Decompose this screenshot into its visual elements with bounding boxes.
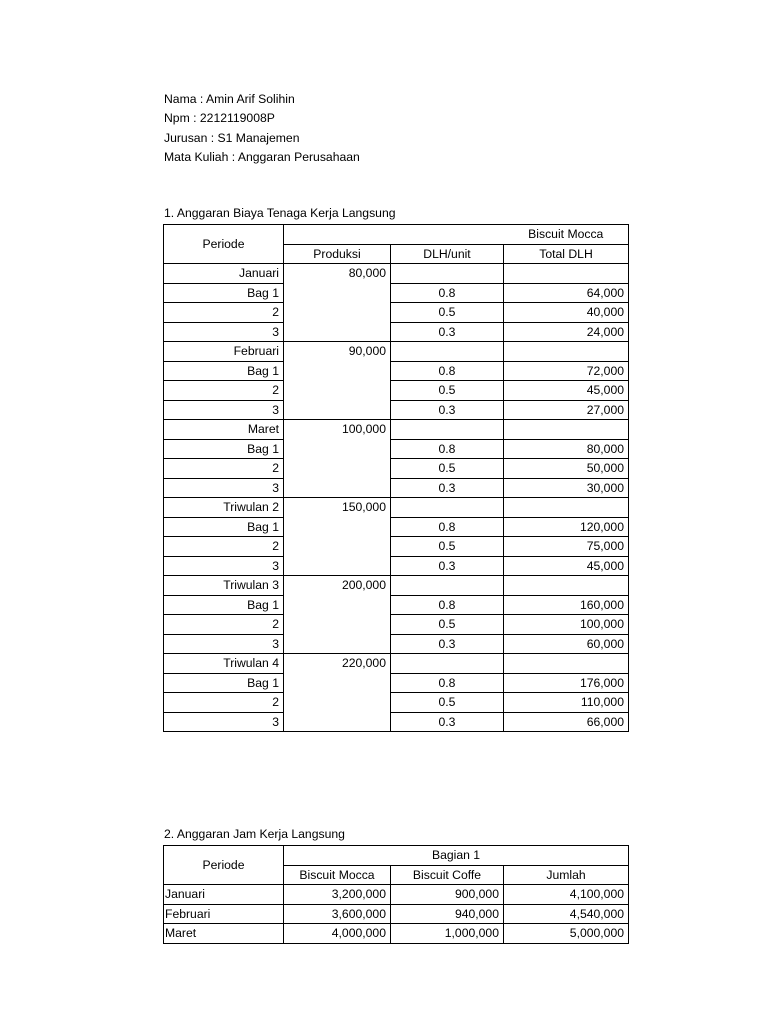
bag-cell: 3 xyxy=(164,478,284,498)
produksi-blank xyxy=(284,361,391,381)
total-cell: 66,000 xyxy=(504,712,629,732)
mocca-cell: 4,000,000 xyxy=(284,924,391,944)
mocca-cell: 3,600,000 xyxy=(284,904,391,924)
total-cell: 45,000 xyxy=(504,381,629,401)
total-cell: 72,000 xyxy=(504,361,629,381)
produksi-blank xyxy=(284,673,391,693)
produksi-blank xyxy=(284,693,391,713)
table-row xyxy=(164,576,629,596)
group-header-bagian: Bagian 1 xyxy=(284,846,629,866)
dlh-cell: 0.3 xyxy=(391,712,504,732)
total-cell: 110,000 xyxy=(504,693,629,713)
table-row xyxy=(164,283,629,303)
produksi-cell: 80,000 xyxy=(284,264,391,284)
produksi-blank xyxy=(284,283,391,303)
produksi-blank xyxy=(284,537,391,557)
table-row xyxy=(164,634,629,654)
header-blank xyxy=(391,225,504,245)
labor-hours-table xyxy=(163,845,629,944)
table-row xyxy=(164,459,629,479)
produksi-blank xyxy=(284,615,391,635)
dlh-cell: 0.5 xyxy=(391,693,504,713)
dlh-cell xyxy=(391,654,504,674)
periode-cell: Triwulan 2 xyxy=(164,498,284,518)
produksi-blank xyxy=(284,634,391,654)
bag-cell: Bag 1 xyxy=(164,439,284,459)
produksi-blank xyxy=(284,595,391,615)
bag-cell: 2 xyxy=(164,615,284,635)
dlh-cell: 0.3 xyxy=(391,400,504,420)
table-row xyxy=(164,673,629,693)
col-header-periode: Periode xyxy=(164,846,284,885)
total-cell: 40,000 xyxy=(504,303,629,323)
total-cell xyxy=(504,576,629,596)
dlh-cell: 0.3 xyxy=(391,556,504,576)
total-cell: 27,000 xyxy=(504,400,629,420)
table-row xyxy=(164,478,629,498)
student-info xyxy=(164,90,360,167)
produksi-blank xyxy=(284,439,391,459)
table-row xyxy=(164,264,629,284)
dlh-cell: 0.3 xyxy=(391,322,504,342)
dlh-cell: 0.5 xyxy=(391,537,504,557)
bag-cell: Bag 1 xyxy=(164,361,284,381)
periode-cell: Maret xyxy=(164,924,284,944)
total-cell: 64,000 xyxy=(504,283,629,303)
periode-cell: Maret xyxy=(164,420,284,440)
student-major: Jurusan : S1 Manajemen xyxy=(164,130,300,145)
produksi-blank xyxy=(284,517,391,537)
col-header-coffe: Biscuit Coffe xyxy=(391,865,504,885)
total-cell xyxy=(504,498,629,518)
periode-cell: Februari xyxy=(164,904,284,924)
bag-cell: 3 xyxy=(164,712,284,732)
dlh-cell: 0.8 xyxy=(391,673,504,693)
table-row xyxy=(164,885,629,905)
total-cell: 45,000 xyxy=(504,556,629,576)
total-cell: 80,000 xyxy=(504,439,629,459)
periode-cell: Triwulan 4 xyxy=(164,654,284,674)
total-cell: 24,000 xyxy=(504,322,629,342)
produksi-blank xyxy=(284,556,391,576)
bag-cell: 2 xyxy=(164,381,284,401)
produksi-cell: 100,000 xyxy=(284,420,391,440)
table-row xyxy=(164,712,629,732)
bag-cell: Bag 1 xyxy=(164,283,284,303)
jumlah-cell: 4,540,000 xyxy=(504,904,629,924)
table-row xyxy=(164,498,629,518)
dlh-cell xyxy=(391,342,504,362)
student-npm: Npm : 2212119008P xyxy=(164,111,275,126)
table-row xyxy=(164,342,629,362)
periode-cell: Januari xyxy=(164,264,284,284)
coffe-cell: 1,000,000 xyxy=(391,924,504,944)
dlh-cell: 0.8 xyxy=(391,595,504,615)
bag-cell: 3 xyxy=(164,556,284,576)
bag-cell: Bag 1 xyxy=(164,517,284,537)
table-row xyxy=(164,904,629,924)
table-row xyxy=(164,303,629,323)
total-cell xyxy=(504,654,629,674)
produksi-blank xyxy=(284,322,391,342)
total-cell: 30,000 xyxy=(504,478,629,498)
dlh-cell: 0.8 xyxy=(391,283,504,303)
total-cell xyxy=(504,342,629,362)
bag-cell: 2 xyxy=(164,303,284,323)
periode-cell: Triwulan 3 xyxy=(164,576,284,596)
total-cell xyxy=(504,264,629,284)
total-cell: 120,000 xyxy=(504,517,629,537)
produksi-cell: 150,000 xyxy=(284,498,391,518)
dlh-cell: 0.8 xyxy=(391,361,504,381)
coffe-cell: 940,000 xyxy=(391,904,504,924)
dlh-cell xyxy=(391,420,504,440)
jumlah-cell: 5,000,000 xyxy=(504,924,629,944)
dlh-cell: 0.5 xyxy=(391,615,504,635)
col-header-mocca: Biscuit Mocca xyxy=(284,865,391,885)
dlh-cell xyxy=(391,264,504,284)
bag-cell: Bag 1 xyxy=(164,673,284,693)
col-header-total-dlh: Total DLH xyxy=(504,244,629,264)
col-header-dlh-unit: DLH/unit xyxy=(391,244,504,264)
total-cell xyxy=(504,420,629,440)
dlh-cell xyxy=(391,576,504,596)
table-row xyxy=(164,420,629,440)
table-row xyxy=(164,693,629,713)
table-row xyxy=(164,595,629,615)
dlh-cell: 0.8 xyxy=(391,439,504,459)
header-blank xyxy=(284,225,391,245)
jumlah-cell: 4,100,000 xyxy=(504,885,629,905)
section2-title: 2. Anggaran Jam Kerja Langsung xyxy=(164,827,345,841)
produksi-cell: 200,000 xyxy=(284,576,391,596)
dlh-cell: 0.5 xyxy=(391,303,504,323)
periode-cell: Januari xyxy=(164,885,284,905)
total-cell: 160,000 xyxy=(504,595,629,615)
dlh-cell: 0.3 xyxy=(391,478,504,498)
bag-cell: 3 xyxy=(164,400,284,420)
table-row xyxy=(164,615,629,635)
col-header-jumlah: Jumlah xyxy=(504,865,629,885)
total-cell: 60,000 xyxy=(504,634,629,654)
bag-cell: 2 xyxy=(164,537,284,557)
table-row xyxy=(164,322,629,342)
periode-cell: Februari xyxy=(164,342,284,362)
bag-cell: Bag 1 xyxy=(164,595,284,615)
produksi-blank xyxy=(284,303,391,323)
table-row xyxy=(164,537,629,557)
total-cell: 100,000 xyxy=(504,615,629,635)
produksi-cell: 220,000 xyxy=(284,654,391,674)
section1-title: 1. Anggaran Biaya Tenaga Kerja Langsung xyxy=(164,206,396,220)
course-name: Mata Kuliah : Anggaran Perusahaan xyxy=(164,149,360,164)
mocca-cell: 3,200,000 xyxy=(284,885,391,905)
table-row xyxy=(164,381,629,401)
table-row xyxy=(164,654,629,674)
dlh-cell: 0.5 xyxy=(391,381,504,401)
produksi-blank xyxy=(284,712,391,732)
dlh-cell: 0.3 xyxy=(391,634,504,654)
table-row xyxy=(164,400,629,420)
table-row xyxy=(164,439,629,459)
produksi-blank xyxy=(284,381,391,401)
produksi-blank xyxy=(284,459,391,479)
dlh-cell: 0.8 xyxy=(391,517,504,537)
bag-cell: 3 xyxy=(164,322,284,342)
col-header-periode: Periode xyxy=(164,225,284,264)
student-name: Nama : Amin Arif Solihin xyxy=(164,92,295,106)
total-cell: 176,000 xyxy=(504,673,629,693)
coffe-cell: 900,000 xyxy=(391,885,504,905)
col-header-produksi: Produksi xyxy=(284,244,391,264)
dlh-cell xyxy=(391,498,504,518)
dlh-cell: 0.5 xyxy=(391,459,504,479)
table-row xyxy=(164,361,629,381)
table-row xyxy=(164,556,629,576)
produksi-cell: 90,000 xyxy=(284,342,391,362)
product-header: Biscuit Mocca xyxy=(504,225,629,245)
produksi-blank xyxy=(284,478,391,498)
bag-cell: 2 xyxy=(164,693,284,713)
table-row xyxy=(164,517,629,537)
total-cell: 50,000 xyxy=(504,459,629,479)
bag-cell: 2 xyxy=(164,459,284,479)
table-row xyxy=(164,924,629,944)
bag-cell: 3 xyxy=(164,634,284,654)
labor-cost-table xyxy=(163,224,629,732)
total-cell: 75,000 xyxy=(504,537,629,557)
produksi-blank xyxy=(284,400,391,420)
